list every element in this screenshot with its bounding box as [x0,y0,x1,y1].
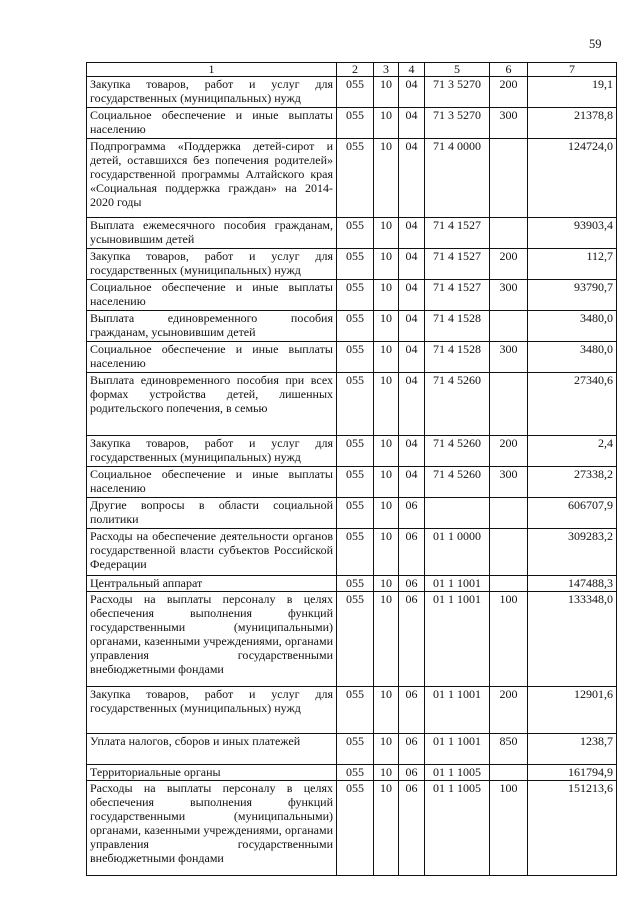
row-code-ministry: 055 [337,280,374,311]
row-code-expense-type [490,529,528,576]
row-code-subsection: 06 [399,576,425,592]
page-number: 59 [589,37,602,51]
row-description: Расходы на выплаты персоналу в целях обеспечения выполнения функций государственными (муниципальными) органами, казенными учреждениями, органами управления государственными внебюджетными фондами [87,781,337,876]
column-header: 3 [374,63,399,77]
row-code-expense-type: 200 [490,249,528,280]
row-code-ministry: 055 [337,734,374,765]
row-description: Социальное обеспечение и иные выплаты населению [87,108,337,139]
row-code-target: 71 4 5260 [425,436,490,467]
row-amount: 124724,0 [528,139,617,218]
column-header: 6 [490,63,528,77]
row-amount: 3480,0 [528,311,617,342]
row-code-expense-type: 300 [490,342,528,373]
row-code-section: 10 [374,436,399,467]
budget-table [86,62,617,876]
row-amount: 93903,4 [528,218,617,249]
table-row [87,77,617,108]
row-code-target: 71 4 5260 [425,467,490,498]
row-code-subsection: 06 [399,765,425,781]
row-amount: 112,7 [528,249,617,280]
row-code-ministry: 055 [337,781,374,876]
table-row [87,311,617,342]
row-code-section: 10 [374,781,399,876]
row-code-section: 10 [374,576,399,592]
row-code-subsection: 04 [399,311,425,342]
row-code-expense-type: 200 [490,77,528,108]
table-row [87,734,617,765]
row-code-ministry: 055 [337,311,374,342]
row-code-ministry: 055 [337,218,374,249]
row-code-subsection: 04 [399,249,425,280]
table-row [87,218,617,249]
row-code-section: 10 [374,139,399,218]
row-description: Центральный аппарат [87,576,337,592]
row-code-subsection: 04 [399,218,425,249]
row-code-subsection: 06 [399,781,425,876]
row-description: Расходы на выплаты персоналу в целях обеспечения выполнения функций государственными (муниципальными) органами, казенными учреждениями, органами управления государственными внебюджетными фондами [87,592,337,687]
row-description: Закупка товаров, работ и услуг для государственных (муниципальных) нужд [87,687,337,734]
table-row [87,249,617,280]
row-code-expense-type [490,498,528,529]
row-code-target: 01 1 1001 [425,687,490,734]
row-code-expense-type: 200 [490,436,528,467]
row-amount: 27338,2 [528,467,617,498]
row-code-ministry: 055 [337,249,374,280]
row-code-target: 01 1 1001 [425,592,490,687]
row-code-ministry: 055 [337,467,374,498]
row-code-section: 10 [374,765,399,781]
table-row [87,529,617,576]
table-row [87,498,617,529]
row-code-target: 71 4 1527 [425,249,490,280]
row-code-subsection: 06 [399,529,425,576]
table-row [87,342,617,373]
row-code-section: 10 [374,218,399,249]
row-code-target: 71 3 5270 [425,108,490,139]
row-code-target: 71 4 1528 [425,342,490,373]
column-header: 1 [87,63,337,77]
row-code-subsection: 04 [399,436,425,467]
row-code-subsection: 04 [399,139,425,218]
row-amount: 161794,9 [528,765,617,781]
table-row [87,373,617,436]
row-code-ministry: 055 [337,765,374,781]
row-description: Закупка товаров, работ и услуг для государственных (муниципальных) нужд [87,249,337,280]
row-code-subsection: 06 [399,687,425,734]
row-code-target: 01 1 0000 [425,529,490,576]
row-code-target [425,498,490,529]
row-amount: 3480,0 [528,342,617,373]
row-code-subsection: 04 [399,108,425,139]
column-header: 2 [337,63,374,77]
row-description: Закупка товаров, работ и услуг для государственных (муниципальных) нужд [87,436,337,467]
row-code-expense-type: 200 [490,687,528,734]
table-row [87,781,617,876]
row-code-ministry: 055 [337,373,374,436]
table-row [87,592,617,687]
row-code-ministry: 055 [337,498,374,529]
row-description: Уплата налогов, сборов и иных платежей [87,734,337,765]
row-code-target: 71 3 5270 [425,77,490,108]
row-code-expense-type [490,218,528,249]
row-code-section: 10 [374,249,399,280]
table-row [87,765,617,781]
table-row [87,687,617,734]
row-description: Другие вопросы в области социальной политики [87,498,337,529]
row-code-section: 10 [374,687,399,734]
row-amount: 1238,7 [528,734,617,765]
row-code-expense-type [490,765,528,781]
row-code-target: 71 4 1527 [425,218,490,249]
row-code-expense-type: 300 [490,280,528,311]
row-amount: 27340,6 [528,373,617,436]
row-description: Выплата ежемесячного пособия гражданам, усыновившим детей [87,218,337,249]
row-amount: 21378,8 [528,108,617,139]
row-code-section: 10 [374,311,399,342]
row-code-target: 71 4 5260 [425,373,490,436]
row-code-subsection: 04 [399,280,425,311]
table-header-row [87,63,617,77]
row-code-section: 10 [374,77,399,108]
row-code-ministry: 055 [337,592,374,687]
row-code-ministry: 055 [337,342,374,373]
row-amount: 151213,6 [528,781,617,876]
row-code-subsection: 04 [399,467,425,498]
row-description: Социальное обеспечение и иные выплаты населению [87,280,337,311]
row-code-expense-type: 300 [490,108,528,139]
row-code-target: 71 4 1528 [425,311,490,342]
row-amount: 12901,6 [528,687,617,734]
row-description: Выплата единовременного пособия гражданам, усыновившим детей [87,311,337,342]
row-code-expense-type [490,311,528,342]
table-row [87,576,617,592]
row-code-subsection: 06 [399,498,425,529]
row-amount: 2,4 [528,436,617,467]
row-amount: 309283,2 [528,529,617,576]
row-code-target: 71 4 0000 [425,139,490,218]
row-amount: 606707,9 [528,498,617,529]
table-row [87,280,617,311]
row-code-ministry: 055 [337,529,374,576]
row-amount: 147488,3 [528,576,617,592]
row-code-subsection: 04 [399,342,425,373]
row-code-ministry: 055 [337,576,374,592]
row-code-expense-type: 100 [490,592,528,687]
row-amount: 19,1 [528,77,617,108]
row-description: Расходы на обеспечение деятельности органов государственной власти субъектов Российской Федерации [87,529,337,576]
row-code-target: 01 1 1005 [425,765,490,781]
row-code-ministry: 055 [337,108,374,139]
row-code-expense-type: 100 [490,781,528,876]
row-description: Социальное обеспечение и иные выплаты населению [87,342,337,373]
row-amount: 93790,7 [528,280,617,311]
row-code-section: 10 [374,498,399,529]
table-row [87,467,617,498]
row-code-section: 10 [374,529,399,576]
row-code-section: 10 [374,373,399,436]
row-code-subsection: 06 [399,592,425,687]
row-code-subsection: 04 [399,373,425,436]
row-description: Закупка товаров, работ и услуг для государственных (муниципальных) нужд [87,77,337,108]
row-code-expense-type: 300 [490,467,528,498]
row-code-section: 10 [374,592,399,687]
table-row [87,108,617,139]
row-code-ministry: 055 [337,77,374,108]
row-code-target: 01 1 1005 [425,781,490,876]
row-code-ministry: 055 [337,436,374,467]
row-amount: 133348,0 [528,592,617,687]
row-code-ministry: 055 [337,139,374,218]
row-code-section: 10 [374,280,399,311]
row-description: Социальное обеспечение и иные выплаты населению [87,467,337,498]
row-code-section: 10 [374,734,399,765]
row-code-section: 10 [374,342,399,373]
row-code-expense-type [490,576,528,592]
row-code-target: 71 4 1527 [425,280,490,311]
row-code-target: 01 1 1001 [425,576,490,592]
row-description: Территориальные органы [87,765,337,781]
row-code-subsection: 04 [399,77,425,108]
column-header: 5 [425,63,490,77]
row-code-section: 10 [374,108,399,139]
row-code-ministry: 055 [337,687,374,734]
row-code-expense-type: 850 [490,734,528,765]
row-code-expense-type [490,373,528,436]
row-code-subsection: 06 [399,734,425,765]
row-code-expense-type [490,139,528,218]
column-header: 7 [528,63,617,77]
row-description: Выплата единовременного пособия при всех формах устройства детей, лишенных родительского попечения, в семью [87,373,337,436]
column-header: 4 [399,63,425,77]
table-row [87,139,617,218]
row-code-section: 10 [374,467,399,498]
row-description: Подпрограмма «Поддержка детей-сирот и детей, оставшихся без попечения родителей» государственной программы Алтайского края «Социальная поддержка граждан» на 2014-2020 годы [87,139,337,218]
table-row [87,436,617,467]
row-code-target: 01 1 1001 [425,734,490,765]
